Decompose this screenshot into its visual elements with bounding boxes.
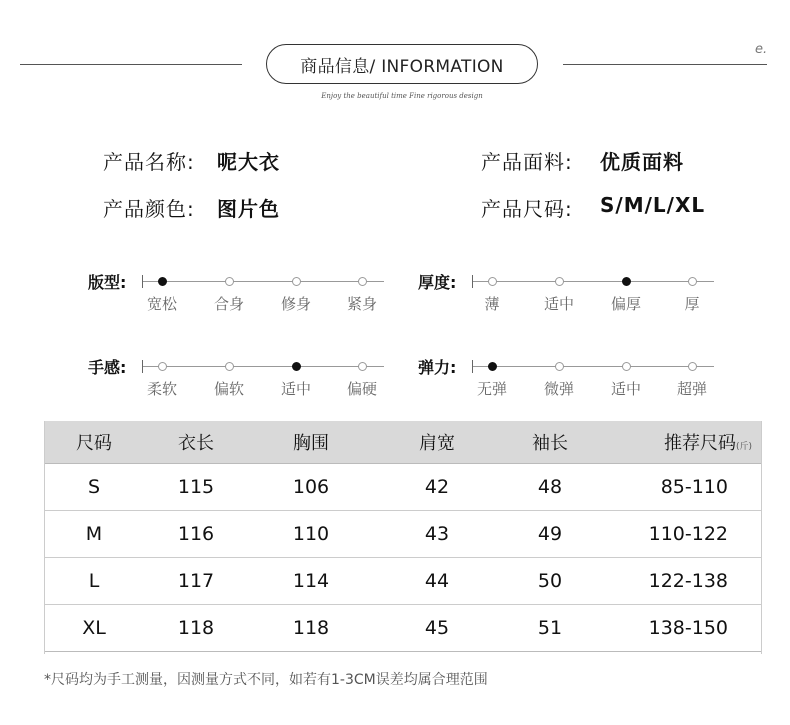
measurement-footnote: *尺码均为手工测量，因测量方式不同，如若有1-3CM误差均属合理范围 (44, 672, 488, 688)
feel-scale-label: 手感: (88, 358, 127, 377)
table-cell: M (44, 510, 144, 557)
scale-option-label: 宽松 (146, 295, 178, 313)
scale-dot (292, 277, 301, 286)
table-cell: 44 (374, 557, 500, 604)
col-header-recommended (600, 421, 762, 463)
feel-scale (88, 355, 408, 415)
col-header-recommended-label: 推荐尺码 (663, 432, 736, 454)
table-cell: 114 (248, 557, 374, 604)
scale-option-label: 超弹 (676, 380, 708, 398)
scale-option-label: 偏厚 (610, 295, 642, 313)
product-fabric-value: 优质面料 (600, 150, 684, 174)
table-cell: 116 (144, 510, 248, 557)
col-header-sleeve: 袖长 (500, 421, 600, 463)
table-cell: 110-122 (600, 510, 762, 557)
elasticity-scale (418, 355, 738, 415)
scale-start-tick (142, 275, 143, 288)
scale-option-label: 柔软 (146, 380, 178, 398)
table-cell: 48 (500, 463, 600, 510)
scale-start-tick (142, 360, 143, 373)
col-header-size: 尺码 (44, 421, 144, 463)
table-cell: 110 (248, 510, 374, 557)
product-name-row (103, 146, 280, 175)
size-table-header (44, 421, 762, 463)
scale-option-label: 适中 (543, 295, 575, 313)
scale-start-tick (472, 360, 473, 373)
product-name-label: 产品名称: (103, 150, 195, 174)
corner-mark: e. (755, 42, 768, 57)
table-row (44, 557, 762, 604)
table-cell: 106 (248, 463, 374, 510)
product-color-value: 图片色 (217, 197, 280, 221)
col-header-chest: 胸围 (248, 421, 374, 463)
scale-option-label: 微弹 (543, 380, 575, 398)
scale-dot (622, 362, 631, 371)
scale-option-label: 无弹 (476, 380, 508, 398)
elasticity-scale-label: 弹力: (418, 358, 457, 377)
section-title: 商品信息/ INFORMATION (300, 56, 504, 77)
table-row (44, 604, 762, 651)
scale-dot (158, 362, 167, 371)
scale-dot-selected (158, 277, 167, 286)
col-header-length: 衣长 (144, 421, 248, 463)
scale-option-label: 厚 (684, 295, 700, 313)
product-size-value: S/M/L/XL (600, 193, 706, 217)
header-divider-left (20, 64, 242, 65)
scale-dot (225, 362, 234, 371)
scale-option-label: 合身 (213, 295, 245, 313)
table-row (44, 510, 762, 557)
thickness-scale (418, 270, 738, 330)
table-cell: 42 (374, 463, 500, 510)
col-header-shoulder: 肩宽 (374, 421, 500, 463)
section-title-pill (266, 44, 538, 84)
product-name-value: 呢大衣 (217, 150, 280, 174)
scale-option-label: 适中 (280, 380, 312, 398)
scale-dot (688, 362, 697, 371)
table-cell: 122-138 (600, 557, 762, 604)
product-size-label: 产品尺码: (481, 197, 573, 221)
scale-dot (225, 277, 234, 286)
scale-dot (358, 362, 367, 371)
scale-dot-selected (488, 362, 497, 371)
table-cell: 50 (500, 557, 600, 604)
scale-dot-selected (622, 277, 631, 286)
scale-option-label: 适中 (610, 380, 642, 398)
table-cell: 51 (500, 604, 600, 651)
thickness-scale-label: 厚度: (418, 273, 457, 292)
scale-dot (555, 277, 564, 286)
scale-dot (488, 277, 497, 286)
table-cell: 118 (248, 604, 374, 651)
table-cell: 85-110 (600, 463, 762, 510)
scale-track (142, 281, 384, 282)
product-size-row (481, 193, 706, 222)
col-header-unit: (斤) (735, 441, 752, 452)
scale-track (472, 281, 714, 282)
scale-option-label: 薄 (484, 295, 500, 313)
tagline: Enjoy the beautiful time Fine rigorous design (321, 92, 483, 100)
product-fabric-row (481, 146, 684, 175)
scale-dot (358, 277, 367, 286)
scale-option-label: 偏软 (213, 380, 245, 398)
product-fabric-label: 产品面料: (481, 150, 573, 174)
table-cell: S (44, 463, 144, 510)
scale-dot (688, 277, 697, 286)
size-table (44, 421, 762, 652)
table-cell: 115 (144, 463, 248, 510)
table-cell: 45 (374, 604, 500, 651)
table-cell: 49 (500, 510, 600, 557)
table-cell: 43 (374, 510, 500, 557)
fit-scale (88, 270, 408, 330)
scale-option-label: 修身 (280, 295, 312, 313)
table-cell: 117 (144, 557, 248, 604)
table-cell: 138-150 (600, 604, 762, 651)
fit-scale-label: 版型: (88, 273, 127, 292)
scale-track (142, 366, 384, 367)
scale-option-label: 紧身 (346, 295, 378, 313)
scale-start-tick (472, 275, 473, 288)
scale-option-label: 偏硬 (346, 380, 378, 398)
scale-track (472, 366, 714, 367)
scale-dot (555, 362, 564, 371)
table-row (44, 463, 762, 510)
scale-dot-selected (292, 362, 301, 371)
product-color-row (103, 193, 280, 222)
header-divider-right (563, 64, 767, 65)
table-cell: XL (44, 604, 144, 651)
table-cell: L (44, 557, 144, 604)
product-color-label: 产品颜色: (103, 197, 195, 221)
table-cell: 118 (144, 604, 248, 651)
